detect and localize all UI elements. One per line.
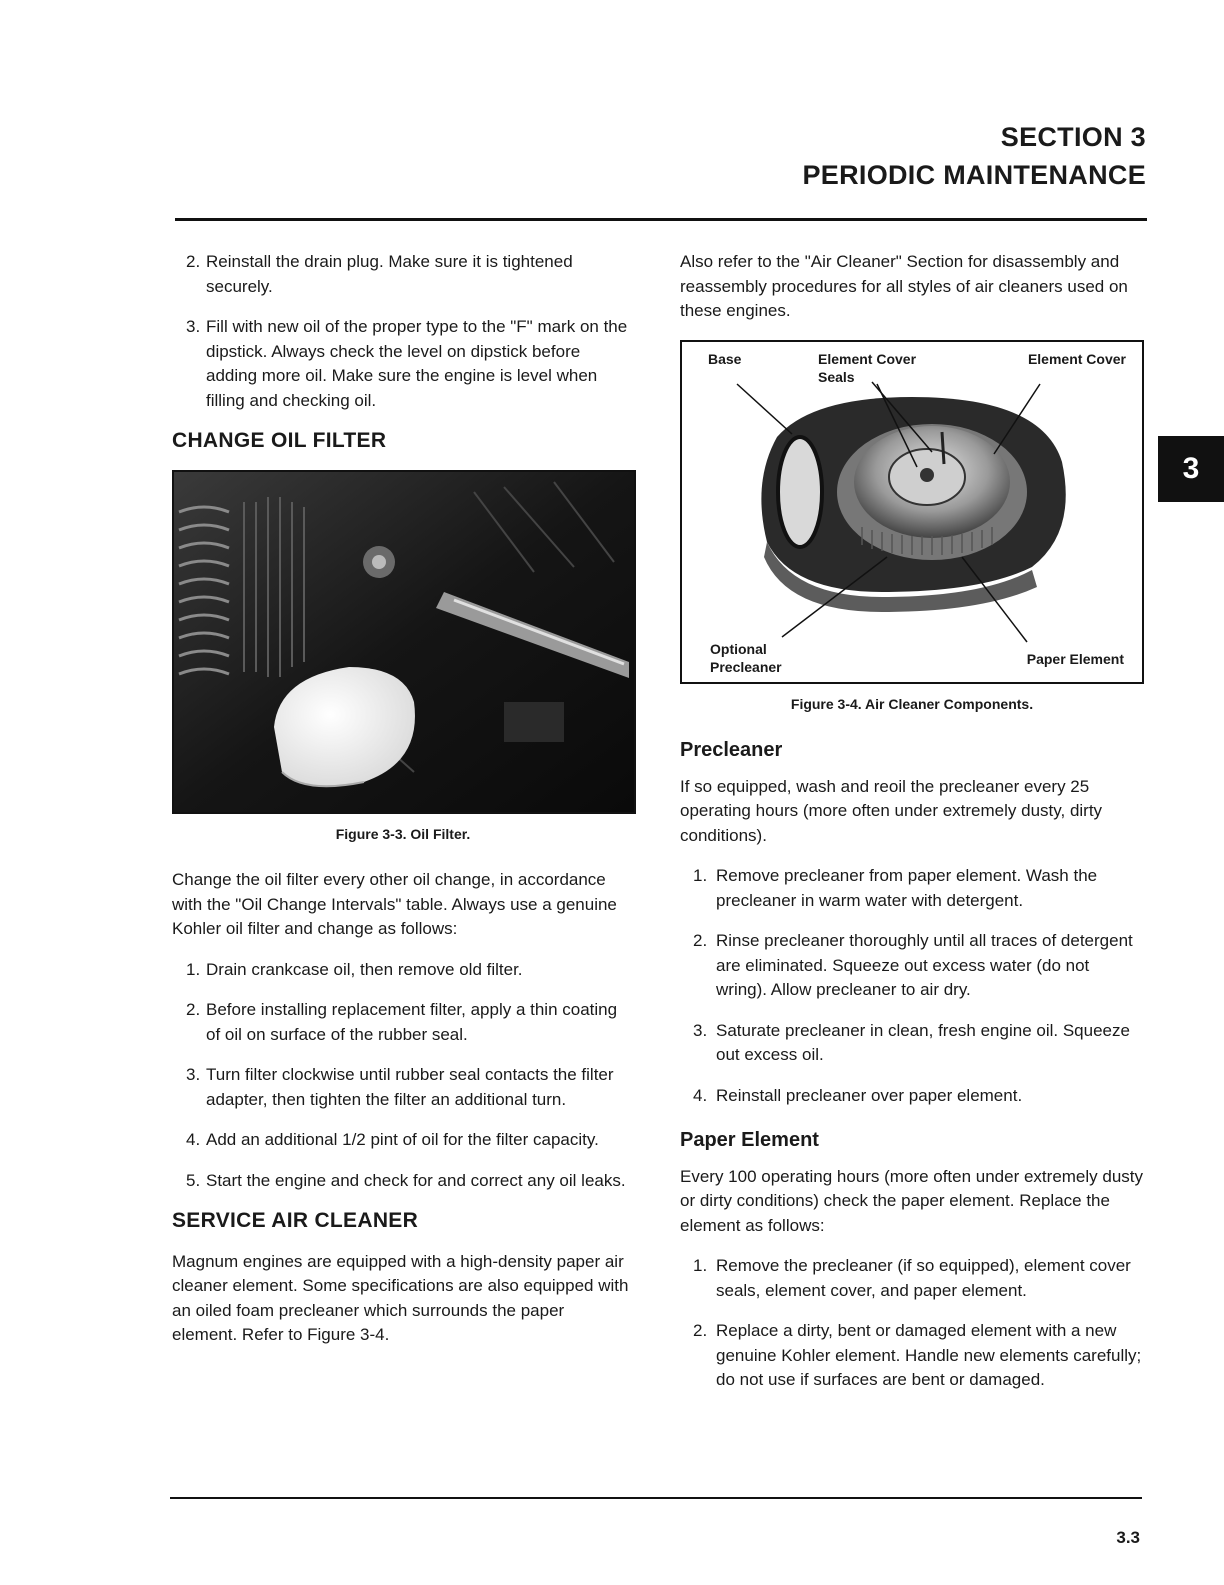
figure-3-4-caption: Figure 3-4. Air Cleaner Components. bbox=[790, 695, 1034, 712]
list-item: 2. Replace a dirty, bent or damaged element with a new genuine Kohler element. Handle new elements carefully; do not use if surfaces are bent or damaged. bbox=[693, 1321, 1142, 1389]
section-number: SECTION 3 bbox=[1000, 122, 1146, 152]
section-header bbox=[802, 118, 1146, 194]
list-item: 3. Turn filter clockwise until rubber seal contacts the filter adapter, then tighten the filter an additional turn. bbox=[186, 1065, 614, 1109]
list-item: 3. Saturate precleaner in clean, fresh engine oil. Squeeze out excess oil. bbox=[693, 1020, 1130, 1064]
left-column bbox=[172, 250, 634, 1364]
precleaner-steps bbox=[680, 864, 1144, 1108]
list-item: 2. Before installing replacement filter, apply a thin coating of oil on surface of the rubber seal. bbox=[186, 1000, 618, 1044]
oil-filter-heading: CHANGE OIL FILTER bbox=[172, 429, 387, 452]
air-cleaner-text: Magnum engines are equipped with a high-density paper air cleaner element. Some specifications are also equipped with an oiled foam precleaner which surrounds the paper element. Refer to Figure 3-4. bbox=[172, 1251, 629, 1344]
label-paper-element: Paper Element bbox=[1026, 650, 1124, 667]
list-item: 4. Add an additional 1/2 pint of oil for the filter capacity. bbox=[186, 1130, 599, 1149]
list-item: 2. Rinse precleaner thoroughly until all traces of detergent are eliminated. Squeeze out excess water (do not wring). Allow precleaner to air dry. bbox=[693, 931, 1133, 999]
section-title: PERIODIC MAINTENANCE bbox=[802, 160, 1146, 190]
list-item: 3. Fill with new oil of the proper type to the "F" mark on the dipstick. Always check the level on dipstick before adding more oil. Make sure the engine is level when filling and checking oil. bbox=[186, 317, 628, 410]
air-cleaner-heading: SERVICE AIR CLEANER bbox=[172, 1209, 419, 1232]
paper-element-heading: Paper Element bbox=[680, 1129, 819, 1151]
air-cleaner-figure bbox=[680, 340, 1144, 684]
precleaner-heading: Precleaner bbox=[680, 739, 783, 761]
oil-change-steps bbox=[172, 250, 634, 413]
right-column bbox=[680, 250, 1144, 1409]
air-cleaner-reference: Also refer to the "Air Cleaner" Section for disassembly and reassembly procedures for all styles of air cleaners used on these engines. bbox=[680, 252, 1128, 320]
list-item: 1. Remove the precleaner (if so equipped), element cover seals, element cover, and paper element. bbox=[693, 1256, 1131, 1300]
paper-element-steps bbox=[680, 1254, 1144, 1393]
label-optional-precleaner: Optional Precleaner bbox=[710, 640, 782, 675]
list-item: 4. Reinstall precleaner over paper element. bbox=[693, 1085, 1023, 1105]
label-base: Base bbox=[708, 350, 742, 367]
oil-filter-photo bbox=[172, 470, 636, 814]
page-number: 3.3 bbox=[1116, 1528, 1140, 1547]
list-item: 1. Drain crankcase oil, then remove old filter. bbox=[186, 959, 523, 979]
list-item: 1. Remove precleaner from paper element. Wash the precleaner in warm water with detergent. bbox=[693, 866, 1098, 910]
header-rule bbox=[175, 218, 1147, 221]
oil-filter-steps bbox=[172, 958, 634, 1194]
section-tab: 3 bbox=[1158, 436, 1224, 502]
precleaner-intro: If so equipped, wash and reoil the precleaner every 25 operating hours (more often under extremely dusty, dirty conditions). bbox=[680, 776, 1103, 845]
oil-filter-intro: Change the oil filter every other oil change, in accordance with the "Oil Change Intervals" table. Always use a genuine Kohler oil filter and change as follows: bbox=[172, 870, 617, 938]
list-item: 5. Start the engine and check for and correct any oil leaks. bbox=[186, 1170, 626, 1190]
footer-rule bbox=[170, 1497, 1142, 1499]
figure-3-3-caption: Figure 3-3. Oil Filter. bbox=[335, 825, 471, 842]
label-element-cover: Element Cover bbox=[1027, 350, 1126, 367]
paper-element-intro: Every 100 operating hours (more often under extremely dusty or dirty conditions) check the paper element. Replace the element as follows: bbox=[680, 1166, 1144, 1235]
label-element-cover-seals: Element Cover Seals bbox=[818, 350, 917, 385]
list-item: 2. Reinstall the drain plug. Make sure it is tightened securely. bbox=[186, 252, 573, 296]
